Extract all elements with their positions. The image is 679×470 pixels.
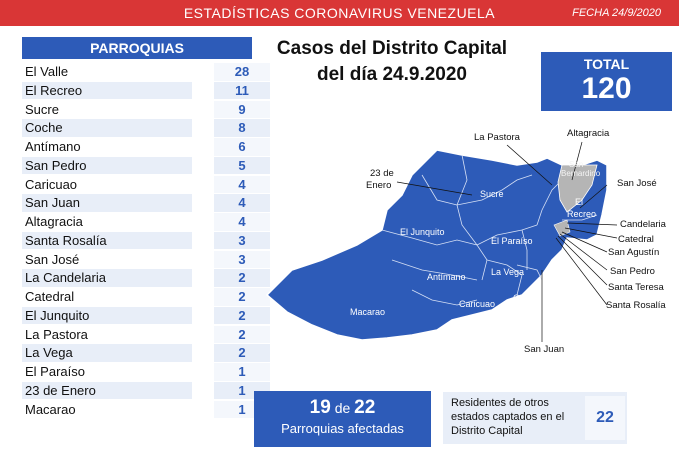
table-row — [22, 63, 252, 82]
map-label-caricuao: Caricuao — [459, 299, 496, 309]
row-name: El Junquito — [22, 307, 192, 325]
row-name: San José — [22, 251, 192, 269]
map-label-el-recreo-1: El — [575, 197, 584, 207]
row-value: 6 — [214, 138, 270, 156]
row-value: 4 — [214, 176, 270, 194]
callout-san-jose: San José — [617, 178, 657, 189]
row-value: 8 — [214, 119, 270, 137]
affected-count: 19 — [309, 397, 331, 418]
banner-title: ESTADÍSTICAS CORONAVIRUS VENEZUELA — [183, 5, 496, 21]
table-row — [22, 232, 252, 251]
row-name: 23 de Enero — [22, 382, 192, 400]
callout-catedral: Catedral — [618, 234, 654, 245]
table-row — [22, 307, 252, 326]
row-name: Caricuao — [22, 176, 192, 194]
row-value: 5 — [214, 157, 270, 175]
row-name: Coche — [22, 119, 192, 137]
callout-altagracia: Altagracia — [567, 128, 610, 139]
map-label-el-paraiso: El Paraíso — [491, 236, 533, 246]
banner-date: FECHA 24/9/2020 — [572, 7, 661, 19]
map-label-el-valle: El Valle — [545, 288, 575, 298]
row-name: Sucre — [22, 101, 192, 119]
affected-label: Parroquias afectadas — [281, 421, 404, 436]
row-name: La Pastora — [22, 326, 192, 344]
table-row — [22, 138, 252, 157]
table-row — [22, 288, 252, 307]
row-value: 1 — [214, 401, 270, 419]
map-label-coche: Coche — [513, 293, 540, 303]
row-name: La Candelaria — [22, 269, 192, 287]
affected-total: 22 — [354, 397, 376, 418]
row-value: 9 — [214, 101, 270, 119]
row-name: San Juan — [22, 194, 192, 212]
table-row — [22, 101, 252, 120]
table-row — [22, 344, 252, 363]
title-line-2: del día 24.9.2020 — [317, 64, 467, 85]
callout-23-enero-1: 23 de — [370, 168, 394, 179]
row-name: Antímano — [22, 138, 192, 156]
row-value: 11 — [214, 82, 270, 100]
table-row — [22, 269, 252, 288]
title-line-1: Casos del Distrito Capital — [276, 38, 508, 59]
table-row — [22, 82, 252, 101]
map-label-antimano: Antímano — [427, 272, 466, 282]
row-value: 3 — [214, 251, 270, 269]
row-name: Santa Rosalía — [22, 232, 192, 250]
row-name: El Valle — [22, 63, 192, 81]
callout-la-pastora: La Pastora — [474, 132, 520, 143]
row-name: Catedral — [22, 288, 192, 306]
header-banner — [0, 0, 679, 26]
row-value: 2 — [214, 288, 270, 306]
row-name: Altagracia — [22, 213, 192, 231]
table-row — [22, 326, 252, 345]
callout-san-pedro: San Pedro — [610, 266, 655, 277]
district-map — [262, 120, 679, 380]
map-label-el-recreo-2: Recreo — [567, 209, 597, 219]
map-label-sucre: Sucre — [480, 189, 504, 199]
table-row — [22, 194, 252, 213]
residents-text: Residentes de otros estados captados en el Distrito Capital — [451, 397, 565, 437]
table-row — [22, 213, 252, 232]
row-value: 4 — [214, 194, 270, 212]
table-row — [22, 401, 252, 420]
total-value: 120 — [581, 72, 632, 105]
row-name: El Paraíso — [22, 363, 192, 381]
total-box — [541, 52, 672, 111]
callout-san-agustin: San Agustín — [608, 247, 660, 258]
affected-count-line — [254, 397, 431, 419]
callout-santa-rosalia: Santa Rosalía — [606, 300, 666, 311]
row-value: 2 — [214, 344, 270, 362]
affected-connector: de — [334, 400, 351, 416]
table-row — [22, 119, 252, 138]
residents-value: 22 — [596, 409, 614, 426]
row-name: La Vega — [22, 344, 192, 362]
row-name: Macarao — [22, 401, 192, 419]
residents-box — [443, 392, 627, 444]
map-label-san-bernardino-2: Bernardino — [561, 169, 601, 178]
table-row — [22, 157, 252, 176]
affected-box — [254, 391, 431, 447]
row-value: 2 — [214, 307, 270, 325]
callout-candelaria: Candelaria — [620, 219, 666, 230]
map-label-san-bernardino-1: San — [569, 160, 584, 169]
callout-23-enero-2: Enero — [366, 180, 392, 191]
table-heading: PARROQUIAS — [22, 37, 252, 59]
page-title — [262, 36, 522, 88]
row-value: 3 — [214, 232, 270, 250]
row-value: 2 — [214, 269, 270, 287]
residents-value-cell — [585, 396, 625, 440]
table-row — [22, 176, 252, 195]
table-row — [22, 382, 252, 401]
total-label: TOTAL — [583, 56, 630, 72]
row-value: 4 — [214, 213, 270, 231]
row-value: 2 — [214, 326, 270, 344]
map-label-macarao: Macarao — [350, 307, 386, 317]
map-label-la-vega: La Vega — [491, 267, 525, 277]
table-row — [22, 251, 252, 270]
row-value: 1 — [214, 363, 270, 381]
callout-santa-teresa: Santa Teresa — [608, 282, 664, 293]
row-value: 1 — [214, 382, 270, 400]
map-label-el-junquito: El Junquito — [400, 227, 445, 237]
row-name: El Recreo — [22, 82, 192, 100]
table-row — [22, 363, 252, 382]
callout-san-juan: San Juan — [524, 344, 565, 355]
row-name: San Pedro — [22, 157, 192, 175]
row-value: 28 — [214, 63, 270, 81]
